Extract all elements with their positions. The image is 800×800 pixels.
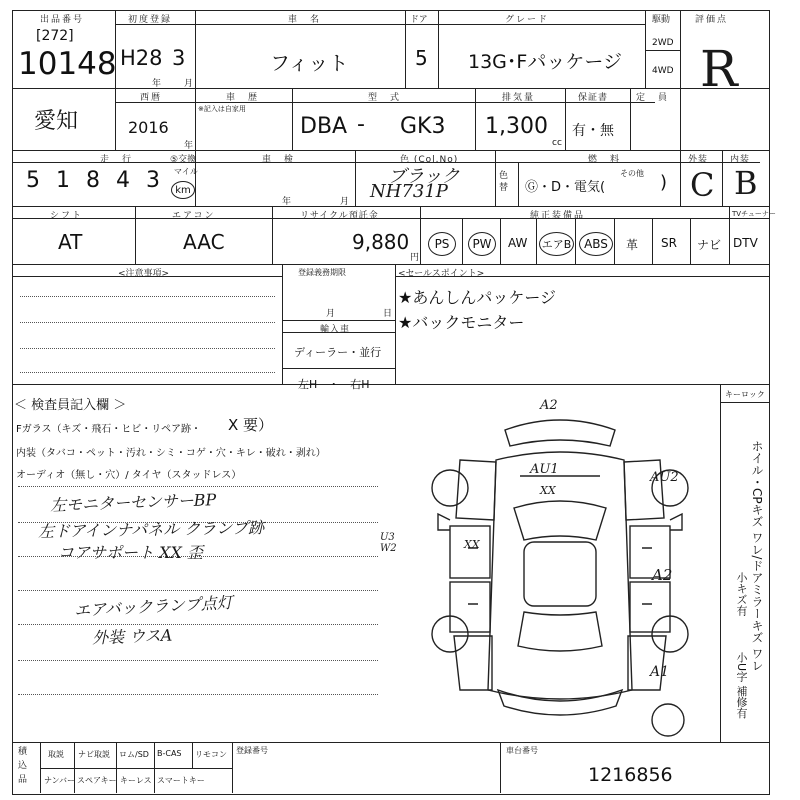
name-label: 車 名	[288, 15, 322, 25]
equipment-label: 純正装備品	[530, 211, 586, 221]
mark-a1: A1	[650, 664, 670, 680]
inspector-line	[18, 694, 378, 695]
door-handle-marks	[468, 548, 652, 604]
rule	[12, 206, 770, 207]
rule	[680, 150, 681, 206]
model-prefix: DBA	[300, 114, 348, 139]
footer-cell: ロム/SD	[119, 750, 149, 759]
notes-label: <注意事項>	[118, 269, 170, 279]
rule	[420, 206, 421, 264]
rule	[720, 402, 770, 403]
rule	[135, 206, 136, 264]
rule	[395, 264, 396, 384]
sales-point: ★バックモニター	[398, 313, 525, 332]
inspection-month: 月	[340, 197, 351, 207]
month-label: 月	[326, 309, 337, 319]
hand-note: 外装 ウスA	[91, 625, 173, 648]
rule	[282, 320, 395, 321]
door-label: ドア	[410, 15, 428, 25]
hand-note: 左ドアインナパネル クランプ跡	[37, 518, 265, 541]
inspector-line	[18, 660, 378, 661]
right-mirror	[670, 514, 682, 530]
sales-label: <セールスポイント>	[398, 269, 485, 279]
mileage-digit: 4	[116, 168, 130, 193]
notes-line	[20, 348, 275, 349]
mark-au1: AU1	[530, 462, 559, 477]
car-damage-diagram	[410, 390, 710, 740]
sales-point: ★あんしんパッケージ	[398, 288, 557, 307]
equip-dtv: DTV	[733, 236, 758, 250]
warranty-label: 保証書	[578, 93, 609, 103]
car-name: フィット	[270, 51, 349, 75]
fuel-other: その他	[620, 169, 644, 178]
footer-cell: ナンバー	[44, 776, 76, 785]
rule	[536, 218, 537, 264]
keylock-label: キーロック	[725, 390, 765, 399]
year-label: 西暦	[140, 93, 163, 103]
warranty-value: 有・無	[572, 123, 614, 139]
rule	[565, 88, 566, 150]
lot-label: 出品番号	[40, 15, 85, 25]
first-reg-unit-year: 年	[152, 79, 163, 89]
inspector-line1: Fガラス（キズ・飛石・ヒビ・リペア跡・	[16, 424, 202, 435]
inspector-title: ＜ 検査員記入欄 ＞	[14, 398, 127, 413]
mileage-digits	[18, 168, 168, 193]
capacity-label: 定 員	[636, 93, 670, 103]
equip-abs-text: ABS	[584, 237, 608, 251]
ac: AAC	[183, 230, 225, 254]
hand-note: エアバックランプ点灯	[73, 592, 234, 621]
footer-cell: スマートキー	[157, 776, 205, 785]
fuel-close: )	[660, 172, 668, 193]
drive-4wd: 4WD	[652, 66, 674, 76]
notes-line	[20, 372, 275, 373]
wheel	[432, 470, 468, 506]
reg-date-label: 登録義務期限	[298, 268, 346, 277]
rule	[12, 742, 770, 743]
recycle-amount: 9,880	[352, 230, 410, 254]
mileage-label: 走 行	[100, 155, 134, 165]
equip-navi: ナビ	[697, 238, 722, 252]
shift: AT	[58, 230, 83, 254]
rule	[355, 150, 356, 206]
footer-cell: B-CAS	[157, 749, 182, 758]
rule	[282, 368, 395, 369]
left-rear-fender	[454, 636, 492, 690]
lot-number: 10148	[18, 46, 117, 82]
rule	[500, 742, 501, 793]
first-reg-era: H28	[120, 46, 163, 70]
rule	[729, 206, 730, 264]
rule	[40, 768, 232, 769]
first-reg-unit-month: 月	[184, 79, 195, 89]
legend-sub1: 小キズ有	[735, 572, 748, 616]
rule	[115, 88, 116, 150]
reg-no-label: 登録番号	[236, 746, 268, 755]
footer-cell: リモコン	[195, 750, 227, 759]
rule	[282, 264, 283, 384]
first-reg-label: 初度登録	[128, 15, 173, 25]
mark-a2-right: A2	[652, 566, 673, 584]
rule	[154, 742, 155, 793]
mark-au2: AU2	[650, 470, 679, 485]
color-label: 色 (Col.No)	[400, 155, 459, 165]
color-code: NH731P	[370, 181, 448, 202]
equip-abs	[579, 232, 613, 256]
equip-airbag	[539, 232, 574, 256]
windshield	[514, 501, 606, 540]
hand-note: コアサポート XX 歪	[58, 543, 203, 562]
rule	[722, 150, 723, 206]
dealer-label: ディーラー・並行	[294, 346, 382, 359]
inspector-line3: オーディオ（無し・穴）/ タイヤ（スタッドレス）	[16, 470, 242, 481]
rule	[518, 162, 519, 206]
rule	[12, 264, 770, 265]
mark-xx-side: XX	[464, 538, 480, 551]
meter-label: ⑤交換	[170, 155, 197, 165]
left-front-fender	[456, 460, 496, 520]
mileage-digit: 1	[56, 168, 70, 193]
rule	[614, 218, 615, 264]
notes-line	[20, 296, 275, 297]
items-label: 積 込 品	[18, 747, 28, 785]
import-label: 輸入車	[320, 325, 351, 335]
score: R	[700, 40, 738, 98]
mileage-digit: 8	[86, 168, 100, 193]
equip-ps	[428, 232, 456, 256]
model-dash: -	[357, 112, 365, 137]
notes-line	[20, 322, 275, 323]
rule	[475, 88, 476, 150]
recycle-unit: 円	[410, 253, 420, 263]
inspection-year: 年	[282, 197, 293, 207]
legend-sub2: 小U字 補修有	[735, 652, 748, 719]
rule	[292, 88, 293, 150]
equip-pw	[468, 232, 496, 256]
rule	[272, 206, 273, 264]
model-code: GK3	[400, 114, 446, 139]
shift-label: シフト	[50, 211, 84, 221]
year-unit: 年	[184, 141, 195, 151]
right-rear-door	[630, 582, 670, 632]
body-outline	[488, 452, 632, 699]
chassis-label: 車台番号	[506, 746, 538, 755]
rear-bumper	[498, 690, 622, 715]
history-note: ※記入は自家用	[198, 105, 246, 113]
displacement: 1,300	[485, 114, 548, 139]
history-label: 車 歴	[226, 93, 260, 103]
region: 愛知	[34, 109, 79, 134]
inspector-line2: 内装（タバコ・ペット・汚れ・シミ・コゲ・穴・キレ・破れ・剥れ）	[16, 448, 326, 459]
rule	[12, 88, 770, 89]
handle-label: 左H ・ 右H	[298, 378, 370, 391]
mark-xx-roof: XX	[540, 484, 556, 497]
model-label: 型 式	[368, 93, 402, 103]
grade: 13G･Fパッケージ	[468, 51, 622, 73]
chassis-number: 1216856	[588, 764, 673, 786]
spare-tire	[652, 704, 684, 736]
rule	[12, 384, 770, 385]
mileage-digit: 3	[146, 168, 160, 193]
drive-2wd: 2WD	[652, 38, 674, 48]
roof	[524, 542, 596, 606]
footer-cell: 取説	[48, 750, 64, 759]
rule	[690, 218, 691, 264]
rule	[680, 88, 681, 150]
mark-a2-top: A2	[540, 398, 558, 413]
footer-cell: ナビ取説	[78, 750, 110, 759]
rule	[495, 150, 496, 206]
rule	[630, 88, 631, 150]
left-mirror	[438, 514, 450, 530]
fuel-label: 燃 料	[588, 155, 622, 165]
rule	[645, 10, 646, 88]
year: 2016	[128, 118, 169, 137]
rear-window	[518, 612, 602, 651]
first-reg-month: 3	[172, 46, 186, 70]
inspector-line1-mark: X 要）	[228, 416, 274, 434]
footer-cell: スペアキー	[77, 776, 117, 785]
left-rear-door	[450, 582, 490, 632]
rule	[12, 218, 770, 219]
displacement-label: 排気量	[502, 93, 536, 103]
color-change-label: 色替	[499, 171, 509, 193]
mileage-digit: 5	[26, 168, 40, 193]
right-rear-fender	[628, 636, 666, 690]
rule	[645, 50, 680, 51]
day-label: 日	[383, 309, 394, 319]
exterior-grade: C	[690, 166, 715, 204]
interior-grade: B	[734, 164, 758, 202]
equip-ps-text: PS	[434, 237, 450, 251]
rule	[680, 10, 681, 88]
mark-u3w2: U3 W2	[380, 532, 397, 554]
rule	[462, 218, 463, 264]
front-bumper	[505, 420, 615, 446]
equip-leather: 革	[626, 238, 639, 252]
interior-label: 内装	[730, 155, 751, 165]
left-front-door	[450, 526, 490, 578]
color-name: ブラック	[388, 166, 460, 187]
rule	[232, 742, 233, 793]
rule	[575, 218, 576, 264]
rule	[652, 218, 653, 264]
footer-cell: キーレス	[120, 776, 152, 785]
grade-label: グレード	[505, 15, 550, 25]
ac-label: エアコン	[172, 211, 216, 221]
mileage-unit-mile: マイル	[174, 167, 198, 176]
rule	[405, 10, 406, 88]
rule	[720, 384, 721, 742]
rule	[12, 150, 770, 151]
hand-note: 左モニターセンサーBP	[49, 490, 217, 515]
mileage-unit-km-text: km	[175, 184, 191, 196]
score-label: 評価点	[695, 15, 729, 25]
rule	[195, 10, 196, 88]
legend-right: ホイル・CPキズ ワレ/ドアミラーキズ ワレ	[750, 440, 764, 672]
equip-aw: AW	[508, 236, 528, 250]
recycle-label: リサイクル預託金	[300, 211, 379, 221]
exterior-label: 外装	[688, 155, 709, 165]
right-front-fender	[624, 460, 664, 520]
equip-airbag-text: エアB	[541, 238, 572, 251]
doors: 5	[415, 46, 428, 70]
rule	[192, 742, 193, 768]
drive-label: 駆動	[652, 15, 671, 25]
rule	[438, 10, 439, 88]
displacement-unit: cc	[552, 138, 562, 148]
tuner-label: TVチューナー	[732, 210, 776, 218]
lot-badge: [272]	[36, 28, 74, 44]
fuel-options: Ⓖ・D・電気(	[525, 180, 606, 195]
rule	[500, 218, 501, 264]
equip-pw-text: PW	[472, 237, 492, 251]
equip-sr: SR	[661, 236, 677, 250]
mileage-unit-km	[171, 181, 195, 199]
rule	[195, 88, 196, 150]
inspector-line	[18, 624, 378, 625]
inspection-label: 車 検	[262, 155, 296, 165]
